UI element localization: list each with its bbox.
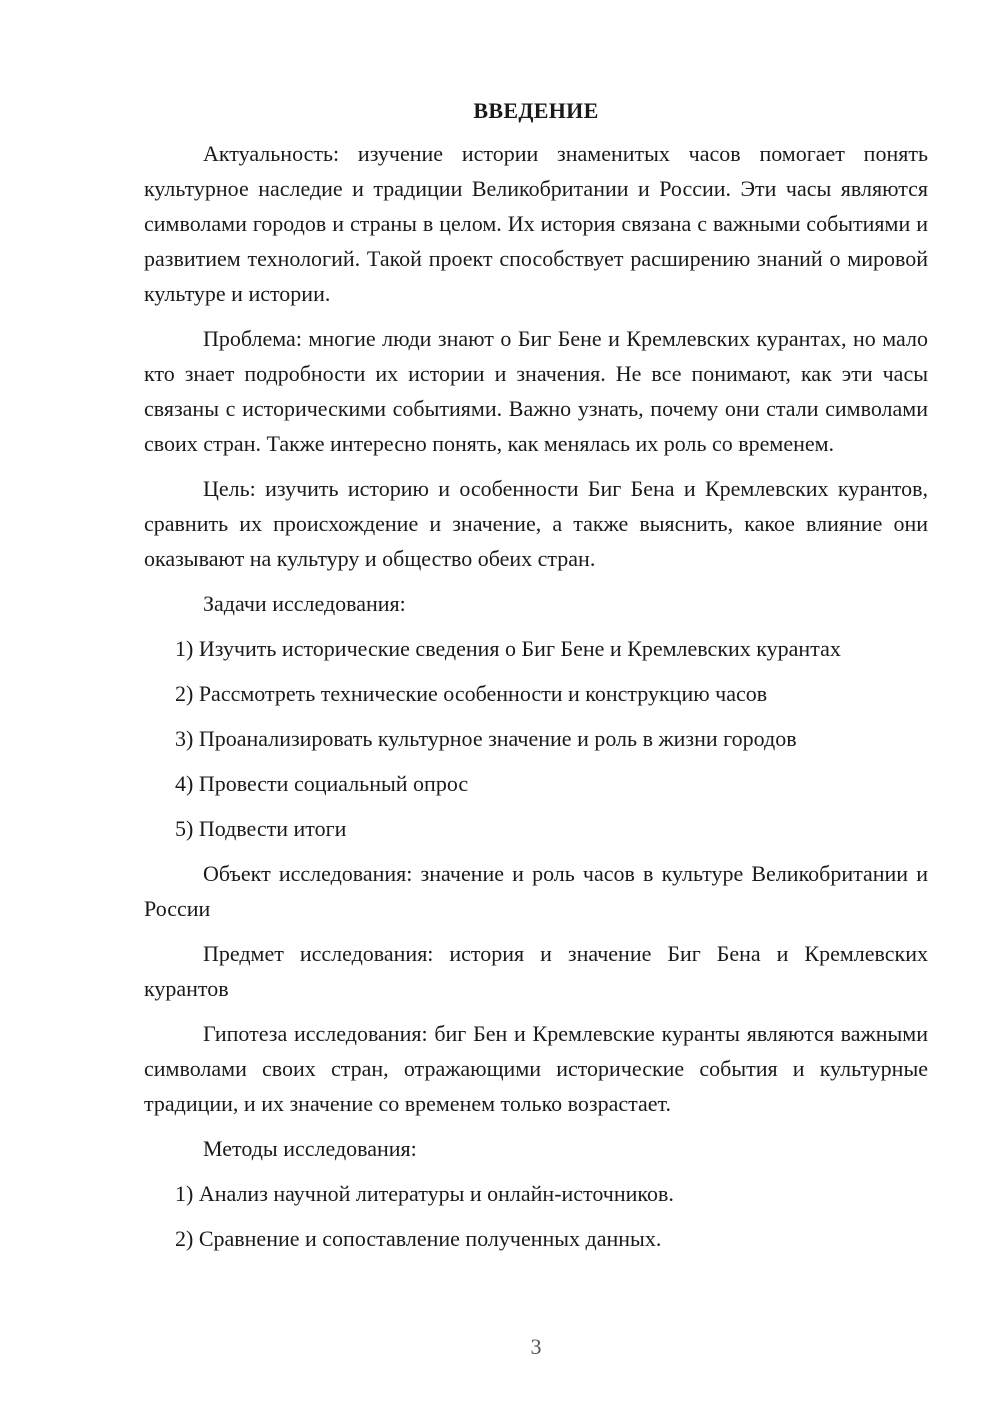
paragraph-problem: Проблема: многие люди знают о Биг Бене и Кремлевских курантах, но мало кто знает подробности их истории и значения. Не все понимают, как эти часы связаны с историческими событиями. Важно узнать, почему они стали символами своих стран. Также интересно понять, как менялась их роль со временем.: [144, 326, 928, 456]
task-item-5: 5) Подвести итоги: [175, 816, 347, 841]
method-item-1: 1) Анализ научной литературы и онлайн-источников.: [175, 1181, 674, 1206]
task-item-2: 2) Рассмотреть технические особенности и конструкцию часов: [175, 681, 768, 706]
page-title: ВВЕДЕНИЕ: [473, 98, 599, 123]
paragraph-object: Объект исследования: значение и роль часов в культуре Великобритании и России: [144, 861, 928, 921]
paragraph-hypothesis: Гипотеза исследования: биг Бен и Кремлевские куранты являются важными символами своих стран, отражающими исторические события и культурные традиции, и их значение со временем только возрастает.: [144, 1021, 928, 1116]
methods-heading: Методы исследования:: [203, 1136, 417, 1161]
tasks-heading: Задачи исследования:: [203, 591, 406, 616]
paragraph-subject: Предмет исследования: история и значение Биг Бена и Кремлевских курантов: [144, 941, 928, 1001]
method-item-2: 2) Сравнение и сопоставление полученных данных.: [175, 1226, 662, 1251]
task-item-3: 3) Проанализировать культурное значение и роль в жизни городов: [175, 726, 797, 751]
paragraph-goal: Цель: изучить историю и особенности Биг Бена и Кремлевских курантов, сравнить их происхождение и значение, а также выяснить, какое влияние они оказывают на культуру и общество обеих стран.: [144, 476, 928, 571]
task-item-4: 4) Провести социальный опрос: [175, 771, 469, 796]
page-content: [144, 96, 928, 1256]
paragraph-relevance: Актуальность: изучение истории знаменитых часов помогает понять культурное наследие и традиции Великобритании и России. Эти часы являются символами городов и страны в целом. Их история связана с важными событиями и развитием технологий. Такой проект способствует расширению знаний о мировой культуре и истории.: [144, 141, 928, 306]
page-number: 3: [530, 1334, 542, 1359]
task-item-1: 1) Изучить исторические сведения о Биг Бене и Кремлевских курантах: [175, 636, 841, 661]
